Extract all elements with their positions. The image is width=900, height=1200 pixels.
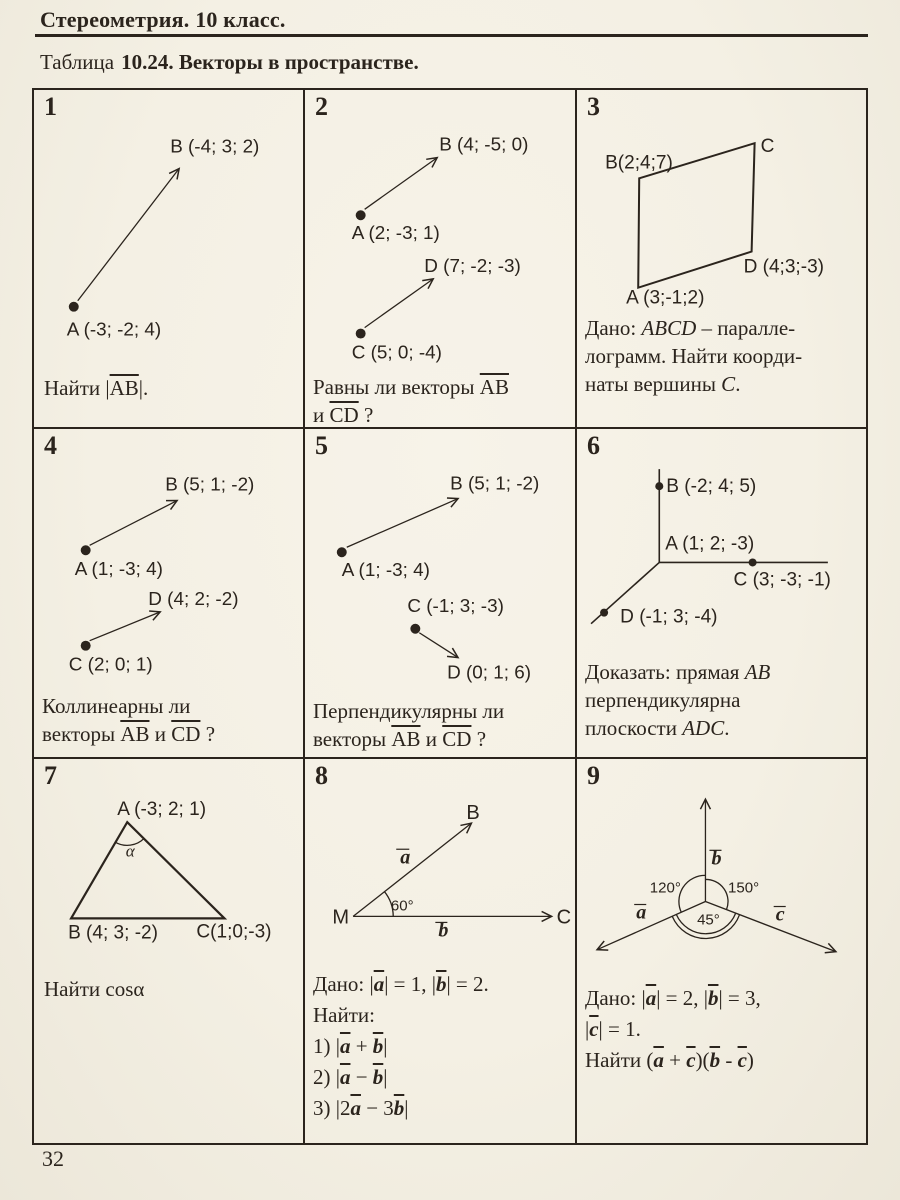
point-c-label: C bbox=[760, 136, 775, 158]
vector-cd-arrow bbox=[419, 633, 458, 658]
vector-ab-arrow bbox=[90, 501, 177, 546]
problem-number: 8 bbox=[315, 761, 328, 790]
table-title-prefix: Таблица bbox=[40, 50, 115, 74]
point-a-label: A (1; 2; -3) bbox=[665, 533, 755, 555]
vector-ab bbox=[81, 501, 177, 556]
point-a-label: A (-3; 2; 1) bbox=[117, 799, 207, 821]
point-a-dot bbox=[81, 545, 91, 555]
table-title-bold: 10.24. Векторы в пространстве. bbox=[121, 50, 419, 74]
problems-table bbox=[32, 88, 868, 1145]
vector-c-label: c bbox=[775, 903, 785, 926]
point-b-label: B(2;4;7) bbox=[605, 152, 673, 174]
vector-ab bbox=[356, 158, 438, 221]
point-c-dot bbox=[410, 624, 420, 634]
point-b-label: B (-4; 3; 2) bbox=[170, 136, 260, 158]
point-a-label: A (2; -3; 1) bbox=[351, 223, 440, 245]
point-d-label: D (0; 1; 6) bbox=[447, 662, 532, 684]
problem-number: 5 bbox=[315, 431, 328, 460]
table-title bbox=[40, 50, 419, 75]
point-c-label: C bbox=[556, 906, 572, 929]
vector-cd-arrow bbox=[90, 612, 161, 641]
point-a-label: A (3;-1;2) bbox=[626, 287, 705, 309]
task-line-3: Найти $(\overline{a} + \overline{c})(\overline{b} - \overline{c})$ bbox=[585, 1048, 754, 1072]
point-a-label: A (-3; -2; 4) bbox=[66, 319, 162, 341]
problem-number: 7 bbox=[44, 761, 57, 790]
problem-task bbox=[313, 969, 489, 1124]
vector-ab bbox=[337, 499, 458, 558]
point-d-label: D (4;3;-3) bbox=[743, 256, 825, 278]
vector-a-label: a bbox=[400, 846, 411, 869]
point-c-label: C(1;0;-3) bbox=[196, 921, 272, 943]
point-d-label: D (-1; 3; -4) bbox=[620, 606, 718, 628]
page-number: 32 bbox=[42, 1146, 64, 1171]
point-c-dot bbox=[81, 641, 91, 651]
problem-number: 1 bbox=[44, 92, 57, 121]
vector-cd bbox=[410, 624, 458, 658]
task-line-1: Дано: $|\overline{a}| = 1$, $|\overline{b}| = 2$. bbox=[313, 972, 489, 996]
angle-60-label: 60° bbox=[390, 897, 414, 915]
point-b-label: B (-2; 4; 5) bbox=[666, 476, 757, 498]
point-c-label: C (3; -3; -1) bbox=[733, 569, 831, 591]
problem-number: 9 bbox=[587, 761, 600, 790]
figure-triangle bbox=[34, 759, 303, 1143]
problem-task bbox=[585, 983, 761, 1076]
header-rule bbox=[35, 34, 868, 37]
point-b-dot bbox=[655, 482, 663, 490]
vector-cd-arrow bbox=[365, 279, 434, 328]
problem-number: 6 bbox=[587, 431, 600, 460]
point-a-dot bbox=[337, 547, 347, 557]
vectors-from-center bbox=[597, 799, 836, 952]
problem-cell-7 bbox=[34, 759, 305, 1143]
problem-task: Доказать: прямая AB перпендикулярна плоскости ADC. bbox=[585, 660, 771, 740]
problem-task: Перпендикулярны ли векторы $\overline{AB}$ и $\overline{CD}$ ? bbox=[313, 699, 505, 751]
point-m-label: M bbox=[332, 906, 350, 929]
point-d-dot bbox=[600, 609, 608, 617]
problem-cell-2 bbox=[305, 90, 577, 429]
point-d-label: D (7; -2; -3) bbox=[424, 255, 521, 277]
problem-cell-5 bbox=[305, 429, 577, 759]
problem-task: Найти $|\overline{AB}|$. bbox=[44, 376, 149, 400]
angle-45-label: 45° bbox=[697, 911, 720, 929]
task-line-3: 1) $|\overline{a} + \overline{b}|$ bbox=[313, 1034, 388, 1058]
vector-ab-arrow bbox=[78, 169, 179, 301]
problem-cell-9 bbox=[577, 759, 866, 1143]
problem-task: Дано: ABCD – паралле- лограмм. Найти коорди- наты вершины C. bbox=[585, 316, 803, 396]
task-line-4: 2) $|\overline{a} - \overline{b}|$ bbox=[313, 1065, 388, 1089]
point-b-label: B (5; 1; -2) bbox=[450, 473, 540, 495]
task-line-2: Найти: bbox=[313, 1003, 375, 1027]
point-c-label: C (-1; 3; -3) bbox=[407, 595, 504, 617]
vector-b-label: b bbox=[711, 847, 722, 870]
point-c-dot bbox=[749, 558, 757, 566]
angle-120-label: 120° bbox=[649, 879, 681, 897]
task-line-2: $|\overline{c}| = 1$. bbox=[585, 1017, 641, 1041]
problem-task: Равны ли векторы $\overline{AB}$ и $\overline{CD}$ ? bbox=[313, 375, 509, 427]
point-b-label: B (4; -5; 0) bbox=[439, 134, 529, 156]
problem-cell-6 bbox=[577, 429, 866, 759]
figure-three-vectors bbox=[577, 759, 866, 1143]
task-line-5: 3) $|2\overline{a} - 3\overline{b}|$ bbox=[313, 1096, 409, 1120]
point-a-label: A (1; -3; 4) bbox=[74, 559, 163, 581]
point-c-dot bbox=[356, 329, 366, 339]
point-d-label: D (4; 2; -2) bbox=[148, 588, 239, 610]
triangle-outline bbox=[71, 822, 224, 918]
point-a-dot bbox=[69, 302, 79, 312]
problem-cell-4 bbox=[34, 429, 305, 759]
vector-cd bbox=[81, 612, 161, 651]
vector-ab-arrow bbox=[347, 499, 458, 548]
angle-150-label: 150° bbox=[728, 879, 760, 897]
problem-task: Найти cosα bbox=[44, 977, 145, 1001]
point-c-label: C (2; 0; 1) bbox=[68, 654, 153, 676]
problem-cell-3 bbox=[577, 90, 866, 429]
point-b-label: B bbox=[466, 802, 480, 825]
problem-number: 3 bbox=[587, 92, 600, 121]
task-line-1: Дано: $|\overline{a}| = 2$, $|\overline{b}| = 3$, bbox=[585, 986, 761, 1010]
point-c-label: C (5; 0; -4) bbox=[351, 342, 442, 364]
problem-cell-1 bbox=[34, 90, 305, 429]
vector-a-arrow bbox=[597, 901, 705, 949]
problem-number: 4 bbox=[44, 431, 57, 460]
vector-ab bbox=[69, 169, 179, 312]
vector-b-label: b bbox=[438, 919, 449, 942]
vector-a-label: a bbox=[636, 901, 647, 924]
point-b-label: B (5; 1; -2) bbox=[165, 474, 255, 496]
vectors-from-m bbox=[353, 823, 552, 916]
angle-alpha-label: α bbox=[125, 841, 135, 861]
point-b-label: B (4; 3; -2) bbox=[68, 922, 158, 944]
vector-cd bbox=[356, 279, 434, 339]
angle-bc-arc bbox=[705, 879, 728, 909]
problem-task: Коллинеарны ли векторы $\overline{AB}$ и $\overline{CD}$ ? bbox=[42, 694, 216, 746]
problem-number: 2 bbox=[315, 92, 328, 121]
point-a-label: A (1; -3; 4) bbox=[341, 560, 430, 582]
problem-cell-8 bbox=[305, 759, 577, 1143]
vector-ab-arrow bbox=[365, 158, 438, 210]
point-a-dot bbox=[356, 210, 366, 220]
page-header: Стереометрия. 10 класс. bbox=[40, 7, 286, 32]
